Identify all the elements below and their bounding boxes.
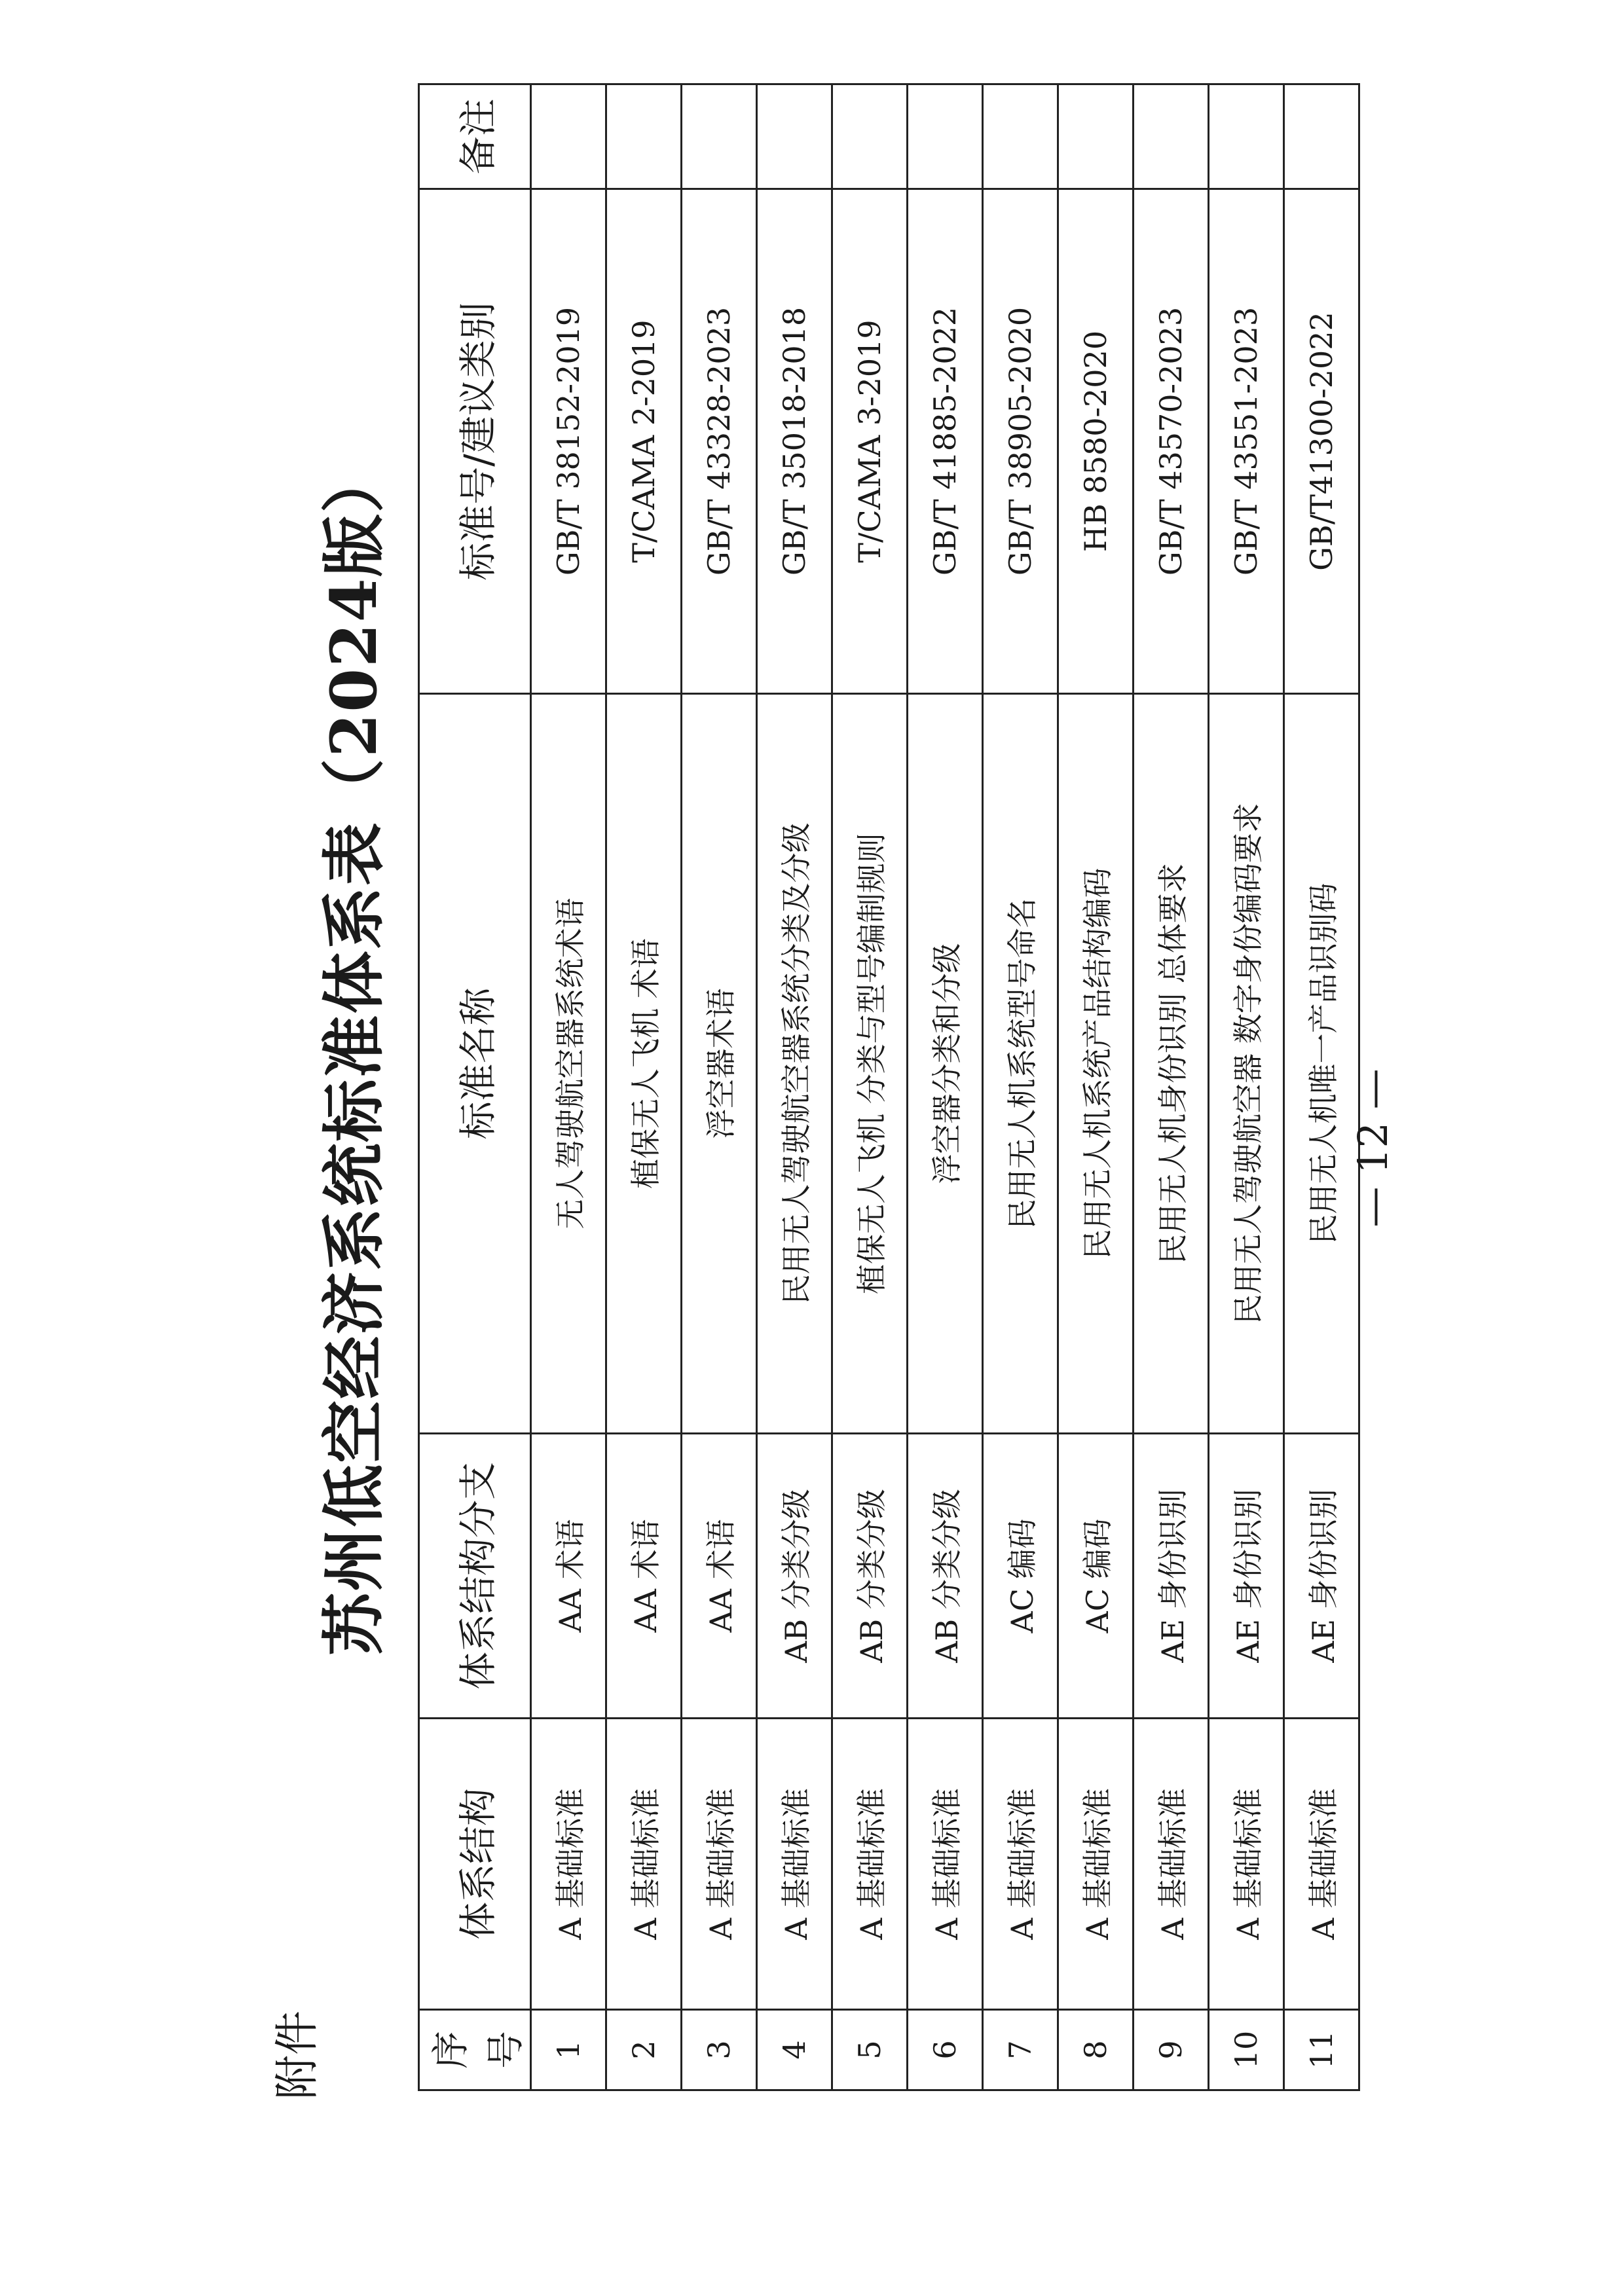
row-index: 4 (757, 2010, 832, 2090)
row-remarks (983, 84, 1058, 189)
row-standard-number: GB/T 38905-2020 (983, 189, 1058, 694)
row-remarks (1284, 84, 1359, 189)
row-branch: AB 分类分级 (908, 1434, 983, 1719)
row-branch: AB 分类分级 (757, 1434, 832, 1719)
row-standard-number: GB/T 41885-2022 (908, 189, 983, 694)
row-standard-number: GB/T 43328-2023 (682, 189, 757, 694)
row-structure: A 基础标准 (757, 1719, 832, 2010)
table-row (832, 84, 908, 2090)
row-standard-name: 植保无人飞机 术语 (606, 694, 682, 1434)
header-standard-number: 标准号/建议类别 (419, 189, 531, 694)
header-index: 序号 (419, 2010, 531, 2090)
row-index: 2 (606, 2010, 682, 2090)
header-remarks: 备注 (419, 84, 531, 189)
row-remarks (606, 84, 682, 189)
row-standard-name: 民用无人驾驶航空器 数字身份编码要求 (1209, 694, 1284, 1434)
row-remarks (682, 84, 757, 189)
table-row (682, 84, 757, 2090)
row-standard-name: 无人驾驶航空器系统术语 (531, 694, 606, 1434)
row-index: 11 (1284, 2010, 1359, 2090)
table-row (1058, 84, 1134, 2090)
standards-table (418, 83, 1360, 2091)
row-index: 7 (983, 2010, 1058, 2090)
row-structure: A 基础标准 (1058, 1719, 1134, 2010)
row-standard-number: GB/T 43570-2023 (1134, 189, 1209, 694)
row-index: 10 (1209, 2010, 1284, 2090)
row-remarks (908, 84, 983, 189)
row-structure: A 基础标准 (531, 1719, 606, 2010)
row-branch: AA 术语 (682, 1434, 757, 1719)
row-structure: A 基础标准 (682, 1719, 757, 2010)
row-structure: A 基础标准 (606, 1719, 682, 2010)
row-branch: AA 术语 (531, 1434, 606, 1719)
row-structure: A 基础标准 (1209, 1719, 1284, 2010)
row-structure: A 基础标准 (1134, 1719, 1209, 2010)
row-standard-name: 民用无人机唯一产品识别码 (1284, 694, 1359, 1434)
page-number: — 12 — (1349, 1068, 1397, 1228)
table-row (983, 84, 1058, 2090)
row-standard-number: GB/T 38152-2019 (531, 189, 606, 694)
header-structure: 体系结构 (419, 1719, 531, 2010)
row-index: 1 (531, 2010, 606, 2090)
row-index: 9 (1134, 2010, 1209, 2090)
row-standard-number: GB/T41300-2022 (1284, 189, 1359, 694)
row-remarks (1209, 84, 1284, 189)
row-structure: A 基础标准 (1284, 1719, 1359, 2010)
row-standard-name: 民用无人机身份识别 总体要求 (1134, 694, 1209, 1434)
row-index: 5 (832, 2010, 908, 2090)
row-remarks (832, 84, 908, 189)
row-standard-name: 浮空器分类和分级 (908, 694, 983, 1434)
table-row (757, 84, 832, 2090)
header-branch: 体系结构分支 (419, 1434, 531, 1719)
row-standard-name: 植保无人飞机 分类与型号编制规则 (832, 694, 908, 1434)
table-row (1209, 84, 1284, 2090)
table-row (1284, 84, 1359, 2090)
header-standard-name: 标准名称 (419, 694, 531, 1434)
row-standard-name: 民用无人驾驶航空器系统分类及分级 (757, 694, 832, 1434)
row-branch: AC 编码 (983, 1434, 1058, 1719)
row-remarks (531, 84, 606, 189)
page-title: 苏州低空经济系统标准体系表（2024版） (317, 448, 391, 1656)
row-structure: A 基础标准 (908, 1719, 983, 2010)
row-remarks (757, 84, 832, 189)
row-branch: AB 分类分级 (832, 1434, 908, 1719)
row-branch: AE 身份识别 (1134, 1434, 1209, 1719)
table-row (908, 84, 983, 2090)
row-standard-number: GB/T 43551-2023 (1209, 189, 1284, 694)
row-standard-number: T/CAMA 3-2019 (832, 189, 908, 694)
row-standard-number: HB 8580-2020 (1058, 189, 1134, 694)
row-standard-number: GB/T 35018-2018 (757, 189, 832, 694)
row-standard-name: 民用无人机系统产品结构编码 (1058, 694, 1134, 1434)
row-branch: AE 身份识别 (1284, 1434, 1359, 1719)
table-header-row (419, 84, 531, 2090)
row-remarks (1058, 84, 1134, 189)
row-structure: A 基础标准 (983, 1719, 1058, 2010)
row-remarks (1134, 84, 1209, 189)
row-branch: AA 术语 (606, 1434, 682, 1719)
row-structure: A 基础标准 (832, 1719, 908, 2010)
row-index: 8 (1058, 2010, 1134, 2090)
row-branch: AE 身份识别 (1209, 1434, 1284, 1719)
row-branch: AC 编码 (1058, 1434, 1134, 1719)
row-standard-name: 浮空器术语 (682, 694, 757, 1434)
table-row (606, 84, 682, 2090)
table-row (1134, 84, 1209, 2090)
attachment-label: 附件 (272, 2010, 323, 2100)
row-index: 6 (908, 2010, 983, 2090)
table-row (531, 84, 606, 2090)
row-standard-name: 民用无人机系统型号命名 (983, 694, 1058, 1434)
row-standard-number: T/CAMA 2-2019 (606, 189, 682, 694)
row-index: 3 (682, 2010, 757, 2090)
